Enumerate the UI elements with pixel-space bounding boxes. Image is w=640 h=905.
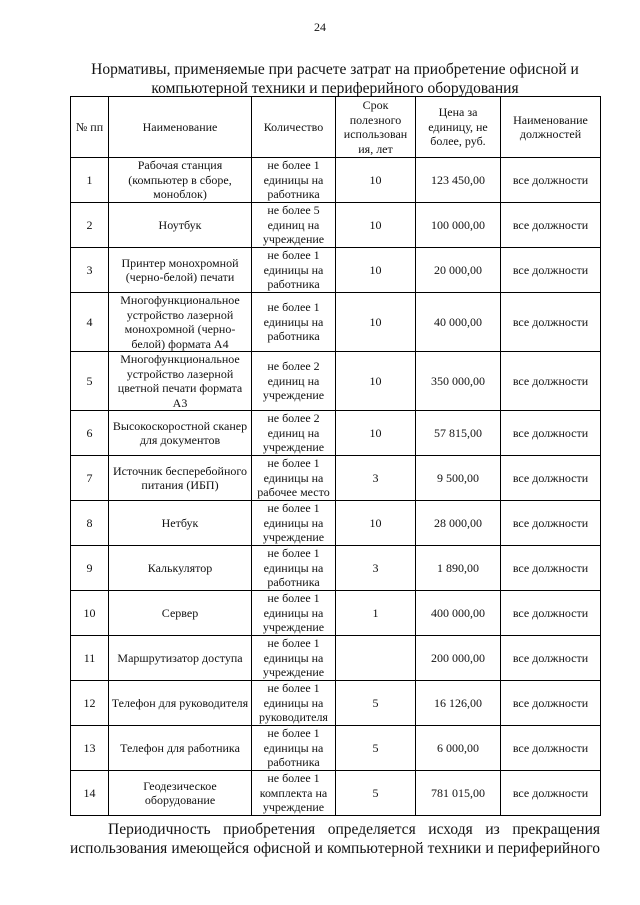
header-qty: Количество [252, 97, 336, 158]
cell-num: 5 [71, 352, 109, 411]
cell-name: Принтер монохромной (черно-белой) печати [109, 248, 252, 293]
table-header-row [71, 97, 601, 158]
table-row [71, 591, 601, 636]
cell-qty: не более 1 единицы на работника [252, 158, 336, 203]
header-name: Наименование [109, 97, 252, 158]
cell-term: 10 [336, 293, 416, 352]
cell-price: 1 890,00 [416, 546, 501, 591]
cell-positions: все должности [501, 681, 601, 726]
cell-price: 40 000,00 [416, 293, 501, 352]
cell-num: 11 [71, 636, 109, 681]
cell-qty: не более 1 единицы на работника [252, 293, 336, 352]
cell-qty: не более 5 единиц на учреждение [252, 203, 336, 248]
cell-price: 100 000,00 [416, 203, 501, 248]
cell-positions: все должности [501, 726, 601, 771]
cell-num: 4 [71, 293, 109, 352]
footer-paragraph [70, 820, 600, 858]
cell-name: Телефон для руководителя [109, 681, 252, 726]
cell-name: Геодезическое оборудование [109, 771, 252, 816]
cell-positions: все должности [501, 203, 601, 248]
cell-qty: не более 1 единицы на рабочее место [252, 456, 336, 501]
cell-positions: все должности [501, 456, 601, 501]
cell-name: Рабочая станция (компьютер в сборе, моноблок) [109, 158, 252, 203]
footer-line-2: использования имеющейся офисной и компьютерной техники и периферийного [70, 840, 600, 857]
cell-name: Сервер [109, 591, 252, 636]
cell-term: 10 [336, 352, 416, 411]
page-number: 24 [314, 20, 326, 34]
table-row [71, 681, 601, 726]
cell-positions: все должности [501, 546, 601, 591]
cell-name: Телефон для работника [109, 726, 252, 771]
cell-price: 16 126,00 [416, 681, 501, 726]
title-line-1: Нормативы, применяемые при расчете затрат на приобретение офисной и [91, 61, 579, 78]
cell-qty: не более 1 единицы на работника [252, 726, 336, 771]
cell-term: 5 [336, 681, 416, 726]
cell-positions: все должности [501, 411, 601, 456]
cell-num: 12 [71, 681, 109, 726]
cell-term [336, 636, 416, 681]
cell-term: 10 [336, 158, 416, 203]
cell-term: 3 [336, 456, 416, 501]
cell-qty: не более 2 единиц на учреждение [252, 411, 336, 456]
table-row [71, 203, 601, 248]
cell-num: 8 [71, 501, 109, 546]
cell-term: 1 [336, 591, 416, 636]
cell-term: 5 [336, 771, 416, 816]
cell-positions: все должности [501, 158, 601, 203]
table-row [71, 771, 601, 816]
cell-name: Калькулятор [109, 546, 252, 591]
cell-name: Источник бесперебойного питания (ИБП) [109, 456, 252, 501]
cell-positions: все должности [501, 248, 601, 293]
cell-qty: не более 1 единицы на работника [252, 546, 336, 591]
table-row [71, 726, 601, 771]
cell-qty: не более 1 единицы на учреждение [252, 501, 336, 546]
cell-num: 14 [71, 771, 109, 816]
cell-num: 2 [71, 203, 109, 248]
cell-positions: все должности [501, 293, 601, 352]
table-row [71, 411, 601, 456]
table-row [71, 248, 601, 293]
header-num: № пп [71, 97, 109, 158]
cell-term: 3 [336, 546, 416, 591]
cell-qty: не более 1 единицы на учреждение [252, 636, 336, 681]
cell-qty: не более 1 единицы на работника [252, 248, 336, 293]
cell-name: Многофункциональное устройство лазерной цветной печати формата А3 [109, 352, 252, 411]
cell-name: Маршрутизатор доступа [109, 636, 252, 681]
cell-term: 10 [336, 501, 416, 546]
cell-price: 20 000,00 [416, 248, 501, 293]
cell-price: 123 450,00 [416, 158, 501, 203]
norms-table-wrapper [70, 96, 600, 816]
cell-num: 9 [71, 546, 109, 591]
document-title [70, 60, 600, 98]
cell-qty: не более 1 единицы на учреждение [252, 591, 336, 636]
header-positions: Наименование должностей [501, 97, 601, 158]
cell-price: 6 000,00 [416, 726, 501, 771]
table-row [71, 546, 601, 591]
cell-name: Ноутбук [109, 203, 252, 248]
cell-price: 28 000,00 [416, 501, 501, 546]
cell-qty: не более 2 единиц на учреждение [252, 352, 336, 411]
cell-term: 10 [336, 203, 416, 248]
cell-price: 57 815,00 [416, 411, 501, 456]
header-price: Цена за единицу, не более, руб. [416, 97, 501, 158]
cell-positions: все должности [501, 352, 601, 411]
cell-num: 3 [71, 248, 109, 293]
norms-table [70, 96, 601, 816]
cell-term: 10 [336, 411, 416, 456]
cell-qty: не более 1 единицы на руководителя [252, 681, 336, 726]
cell-price: 781 015,00 [416, 771, 501, 816]
cell-qty: не более 1 комплекта на учреждение [252, 771, 336, 816]
cell-term: 5 [336, 726, 416, 771]
cell-positions: все должности [501, 771, 601, 816]
cell-num: 7 [71, 456, 109, 501]
cell-positions: все должности [501, 501, 601, 546]
table-row [71, 501, 601, 546]
cell-num: 6 [71, 411, 109, 456]
footer-line-1: Периодичность приобретения определяется исходя из прекращения [108, 821, 600, 838]
cell-positions: все должности [501, 636, 601, 681]
title-line-2: компьютерной техники и периферийного оборудования [151, 80, 519, 97]
cell-term: 10 [336, 248, 416, 293]
cell-price: 350 000,00 [416, 352, 501, 411]
cell-name: Нетбук [109, 501, 252, 546]
cell-positions: все должности [501, 591, 601, 636]
table-row [71, 293, 601, 352]
table-row [71, 158, 601, 203]
table-row [71, 636, 601, 681]
cell-price: 9 500,00 [416, 456, 501, 501]
header-term: Срок полезного использован ия, лет [336, 97, 416, 158]
cell-name: Многофункциональное устройство лазерной монохромной (черно-белой) формата А4 [109, 293, 252, 352]
cell-name: Высокоскоростной сканер для документов [109, 411, 252, 456]
table-row [71, 352, 601, 411]
cell-num: 13 [71, 726, 109, 771]
cell-price: 400 000,00 [416, 591, 501, 636]
cell-price: 200 000,00 [416, 636, 501, 681]
cell-num: 10 [71, 591, 109, 636]
cell-num: 1 [71, 158, 109, 203]
table-row [71, 456, 601, 501]
